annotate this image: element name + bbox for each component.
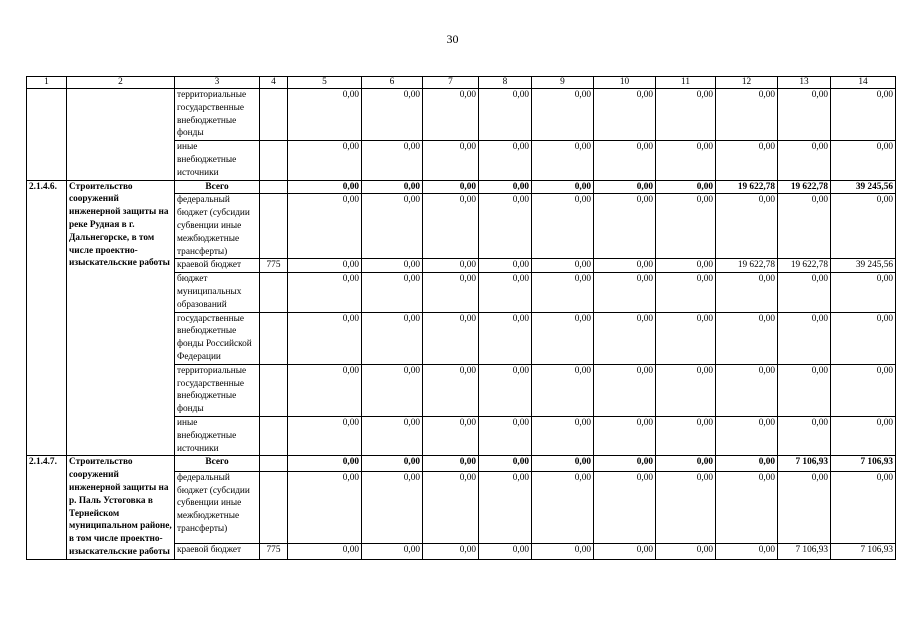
page-number: 30 xyxy=(446,32,459,46)
amount-cell: 0,00 xyxy=(362,259,423,273)
amount-cell: 0,00 xyxy=(594,471,656,544)
amount-cell: 0,00 xyxy=(362,416,423,455)
funding-source-cell: федеральный бюджет (субсидии субвенции иные межбюджетные трансферты) xyxy=(175,471,260,544)
amount-cell: 0,00 xyxy=(362,141,423,180)
amount-cell: 0,00 xyxy=(716,141,778,180)
amount-cell: 0,00 xyxy=(594,456,656,471)
amount-cell: 0,00 xyxy=(656,471,716,544)
amount-cell: 0,00 xyxy=(656,141,716,180)
grbs-code-cell xyxy=(260,180,288,194)
amount-cell: 0,00 xyxy=(362,471,423,544)
funding-source-cell: иные внебюджетные источники xyxy=(175,416,260,455)
grbs-code-cell: 775 xyxy=(260,259,288,273)
column-header: 9 xyxy=(532,77,594,89)
amount-cell: 0,00 xyxy=(423,471,479,544)
amount-cell: 0,00 xyxy=(532,141,594,180)
amount-cell: 19 622,78 xyxy=(778,180,831,194)
amount-cell: 19 622,78 xyxy=(716,259,778,273)
amount-cell: 0,00 xyxy=(778,416,831,455)
amount-cell: 0,00 xyxy=(362,544,423,559)
column-header: 10 xyxy=(594,77,656,89)
amount-cell: 0,00 xyxy=(778,89,831,141)
amount-cell: 0,00 xyxy=(594,141,656,180)
funding-source-cell: краевой бюджет xyxy=(175,259,260,273)
amount-cell: 0,00 xyxy=(532,471,594,544)
grbs-code-cell xyxy=(260,273,288,312)
amount-cell: 0,00 xyxy=(778,273,831,312)
funding-source-cell: иные внебюджетные источники xyxy=(175,141,260,180)
amount-cell: 0,00 xyxy=(594,273,656,312)
amount-cell: 0,00 xyxy=(423,456,479,471)
amount-cell: 0,00 xyxy=(423,259,479,273)
amount-cell: 0,00 xyxy=(594,312,656,364)
grbs-code-cell xyxy=(260,194,288,259)
table-header-row xyxy=(27,77,896,89)
column-header: 7 xyxy=(423,77,479,89)
amount-cell: 0,00 xyxy=(532,544,594,559)
amount-cell: 0,00 xyxy=(716,89,778,141)
amount-cell: 0,00 xyxy=(831,141,896,180)
grbs-code-cell xyxy=(260,416,288,455)
amount-cell: 0,00 xyxy=(479,456,532,471)
amount-cell: 0,00 xyxy=(831,416,896,455)
amount-cell: 19 622,78 xyxy=(716,180,778,194)
amount-cell: 0,00 xyxy=(532,259,594,273)
amount-cell: 0,00 xyxy=(479,89,532,141)
amount-cell: 0,00 xyxy=(831,194,896,259)
amount-cell: 0,00 xyxy=(532,180,594,194)
amount-cell: 0,00 xyxy=(423,312,479,364)
grbs-code-cell xyxy=(260,456,288,471)
amount-cell: 7 106,93 xyxy=(778,456,831,471)
amount-cell: 0,00 xyxy=(778,312,831,364)
amount-cell: 0,00 xyxy=(532,364,594,416)
table-row xyxy=(27,89,896,141)
funding-source-cell: территориальные государственные внебюджетные фонды xyxy=(175,89,260,141)
amount-cell: 19 622,78 xyxy=(778,259,831,273)
table-row-total xyxy=(27,456,896,471)
amount-cell: 0,00 xyxy=(656,194,716,259)
amount-cell: 0,00 xyxy=(656,273,716,312)
amount-cell: 0,00 xyxy=(532,89,594,141)
amount-cell: 0,00 xyxy=(656,312,716,364)
column-header: 13 xyxy=(778,77,831,89)
amount-cell: 0,00 xyxy=(362,89,423,141)
amount-cell: 0,00 xyxy=(716,194,778,259)
amount-cell: 0,00 xyxy=(716,456,778,471)
amount-cell: 0,00 xyxy=(288,180,362,194)
amount-cell: 0,00 xyxy=(532,312,594,364)
table-row-total xyxy=(27,180,896,194)
amount-cell: 0,00 xyxy=(831,89,896,141)
amount-cell: 0,00 xyxy=(656,89,716,141)
amount-cell: 0,00 xyxy=(362,180,423,194)
amount-cell: 0,00 xyxy=(594,544,656,559)
amount-cell: 7 106,93 xyxy=(831,456,896,471)
amount-cell: 7 106,93 xyxy=(831,544,896,559)
amount-cell: 0,00 xyxy=(288,364,362,416)
amount-cell: 0,00 xyxy=(656,180,716,194)
amount-cell: 0,00 xyxy=(532,416,594,455)
funding-source-cell: территориальные государственные внебюджетные фонды xyxy=(175,364,260,416)
funding-source-cell: федеральный бюджет (субсидии субвенции иные межбюджетные трансферты) xyxy=(175,194,260,259)
funding-source-cell: краевой бюджет xyxy=(175,544,260,559)
amount-cell: 0,00 xyxy=(716,544,778,559)
amount-cell: 0,00 xyxy=(716,471,778,544)
column-header: 8 xyxy=(479,77,532,89)
grbs-code-cell xyxy=(260,471,288,544)
amount-cell: 0,00 xyxy=(423,273,479,312)
amount-cell: 0,00 xyxy=(288,471,362,544)
amount-cell: 0,00 xyxy=(288,312,362,364)
column-header: 4 xyxy=(260,77,288,89)
amount-cell: 0,00 xyxy=(423,89,479,141)
item-description-cell: Строительство сооружений инженерной защиты на р. Паль Устоговка в Тернейском муниципальном районе, в том числе проектно-изыскательские работы xyxy=(67,456,175,559)
grbs-code-cell xyxy=(260,89,288,141)
amount-cell: 0,00 xyxy=(288,89,362,141)
amount-cell: 0,00 xyxy=(831,273,896,312)
amount-cell: 0,00 xyxy=(594,194,656,259)
column-header: 2 xyxy=(67,77,175,89)
amount-cell: 0,00 xyxy=(778,141,831,180)
amount-cell: 0,00 xyxy=(479,259,532,273)
column-header: 1 xyxy=(27,77,67,89)
column-header: 11 xyxy=(656,77,716,89)
amount-cell: 0,00 xyxy=(778,471,831,544)
amount-cell: 0,00 xyxy=(479,471,532,544)
amount-cell: 0,00 xyxy=(362,194,423,259)
amount-cell: 0,00 xyxy=(716,312,778,364)
amount-cell: 0,00 xyxy=(778,364,831,416)
amount-cell: 0,00 xyxy=(479,141,532,180)
funding-source-cell: Всего xyxy=(175,456,260,471)
column-header: 6 xyxy=(362,77,423,89)
amount-cell: 0,00 xyxy=(479,273,532,312)
amount-cell: 0,00 xyxy=(288,259,362,273)
amount-cell: 0,00 xyxy=(362,364,423,416)
amount-cell: 0,00 xyxy=(288,273,362,312)
amount-cell: 0,00 xyxy=(288,194,362,259)
amount-cell: 0,00 xyxy=(362,312,423,364)
column-header: 3 xyxy=(175,77,260,89)
amount-cell: 0,00 xyxy=(423,141,479,180)
amount-cell: 0,00 xyxy=(716,364,778,416)
item-description-cell: Строительство сооружений инженерной защиты на реке Рудная в г. Дальнегорске, в том числе проектно-изыскательские работы xyxy=(67,180,175,456)
amount-cell: 0,00 xyxy=(532,273,594,312)
amount-cell: 0,00 xyxy=(479,416,532,455)
amount-cell: 0,00 xyxy=(656,364,716,416)
grbs-code-cell xyxy=(260,141,288,180)
amount-cell: 39 245,56 xyxy=(831,259,896,273)
amount-cell: 0,00 xyxy=(479,180,532,194)
amount-cell: 7 106,93 xyxy=(778,544,831,559)
item-description-cell xyxy=(67,89,175,181)
amount-cell: 0,00 xyxy=(594,416,656,455)
amount-cell: 0,00 xyxy=(716,273,778,312)
funding-source-cell: государственные внебюджетные фонды Российской Федерации xyxy=(175,312,260,364)
grbs-code-cell: 775 xyxy=(260,544,288,559)
amount-cell: 0,00 xyxy=(423,194,479,259)
grbs-code-cell xyxy=(260,364,288,416)
amount-cell: 0,00 xyxy=(594,364,656,416)
amount-cell: 0,00 xyxy=(716,416,778,455)
column-header: 12 xyxy=(716,77,778,89)
amount-cell: 0,00 xyxy=(288,456,362,471)
amount-cell: 0,00 xyxy=(656,416,716,455)
amount-cell: 0,00 xyxy=(479,194,532,259)
amount-cell: 0,00 xyxy=(656,456,716,471)
amount-cell: 0,00 xyxy=(594,180,656,194)
amount-cell: 0,00 xyxy=(362,273,423,312)
amount-cell: 0,00 xyxy=(423,416,479,455)
amount-cell: 0,00 xyxy=(594,89,656,141)
column-header: 14 xyxy=(831,77,896,89)
amount-cell: 0,00 xyxy=(532,456,594,471)
amount-cell: 0,00 xyxy=(656,259,716,273)
amount-cell: 0,00 xyxy=(831,471,896,544)
amount-cell: 0,00 xyxy=(479,312,532,364)
amount-cell: 39 245,56 xyxy=(831,180,896,194)
amount-cell: 0,00 xyxy=(831,312,896,364)
amount-cell: 0,00 xyxy=(288,141,362,180)
amount-cell: 0,00 xyxy=(479,364,532,416)
grbs-code-cell xyxy=(260,312,288,364)
funding-source-cell: бюджет муниципальных образований xyxy=(175,273,260,312)
budget-table xyxy=(26,76,896,560)
amount-cell: 0,00 xyxy=(479,544,532,559)
amount-cell: 0,00 xyxy=(831,364,896,416)
amount-cell: 0,00 xyxy=(423,180,479,194)
item-code-cell xyxy=(27,89,67,181)
column-header: 5 xyxy=(288,77,362,89)
amount-cell: 0,00 xyxy=(423,364,479,416)
amount-cell: 0,00 xyxy=(532,194,594,259)
amount-cell: 0,00 xyxy=(288,544,362,559)
amount-cell: 0,00 xyxy=(423,544,479,559)
amount-cell: 0,00 xyxy=(288,416,362,455)
funding-source-cell: Всего xyxy=(175,180,260,194)
amount-cell: 0,00 xyxy=(778,194,831,259)
item-code-cell: 2.1.4.7. xyxy=(27,456,67,559)
amount-cell: 0,00 xyxy=(656,544,716,559)
amount-cell: 0,00 xyxy=(362,456,423,471)
item-code-cell: 2.1.4.6. xyxy=(27,180,67,456)
amount-cell: 0,00 xyxy=(594,259,656,273)
